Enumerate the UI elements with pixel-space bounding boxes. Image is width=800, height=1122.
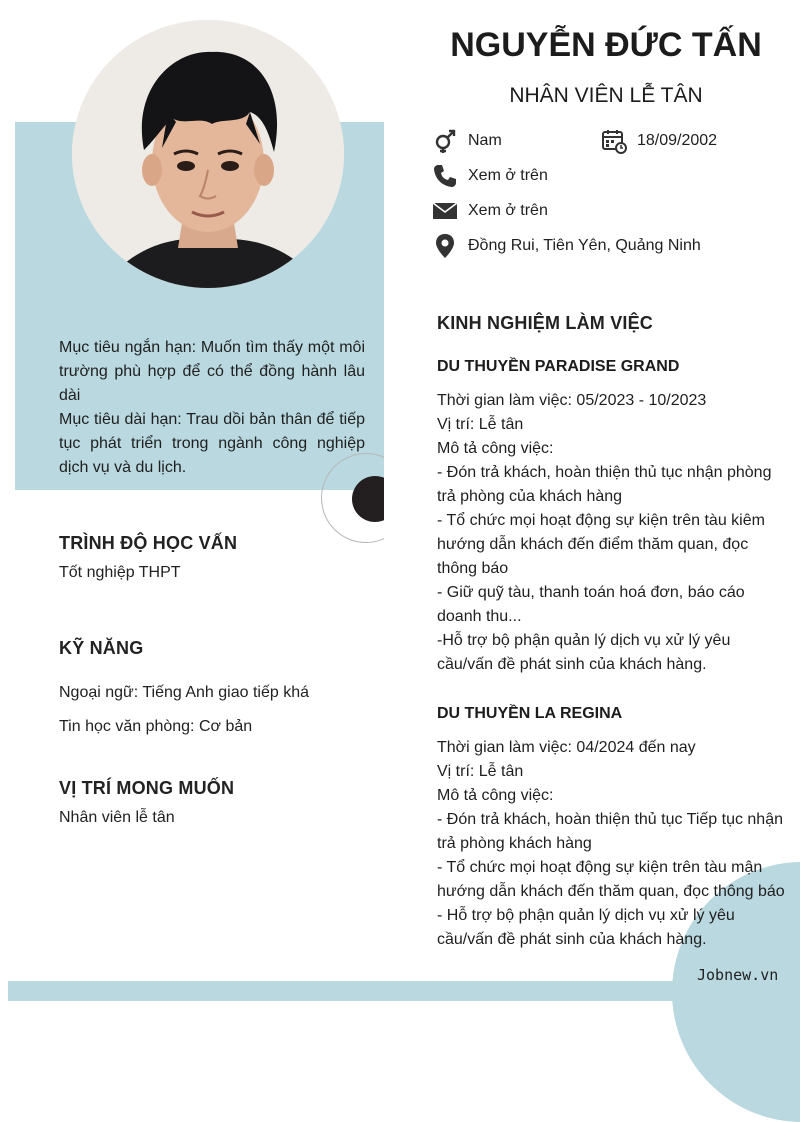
email-row	[432, 198, 548, 224]
address-text: Đồng Rui, Tiên Yên, Quảng Ninh	[468, 237, 701, 254]
job-line: Vị trí: Lễ tân	[437, 416, 524, 433]
job-line: Mô tả công việc:	[437, 787, 554, 804]
calendar-icon	[601, 128, 627, 154]
decorative-mask	[384, 440, 424, 560]
profile-photo	[72, 20, 344, 288]
email-text: Xem ở trên	[468, 202, 548, 219]
job-line: Mô tả công việc:	[437, 440, 554, 457]
envelope-icon	[432, 198, 458, 224]
job-line: - Giữ quỹ tàu, thanh toán hoá đơn, báo cáo doanh thu...	[437, 584, 745, 625]
desired-position-text: Nhân viên lễ tân	[59, 809, 175, 826]
education-text: Tốt nghiệp THPT	[59, 564, 181, 581]
profile-photo-drawing	[72, 20, 344, 288]
job-line: - Tổ chức mọi hoạt động sự kiện trên tàu mận hướng dẫn khách đến thăm quan, đọc thông báo	[437, 859, 785, 900]
gender-row	[432, 128, 502, 154]
job-line: - Đón trả khách, hoàn thiện thủ tục Tiếp tục nhận trả phòng khách hàng	[437, 811, 783, 852]
career-objective	[59, 336, 365, 480]
job-company: DU THUYỀN LA REGINA	[437, 705, 623, 722]
gender-text: Nam	[468, 132, 502, 149]
candidate-role: NHÂN VIÊN LỄ TÂN	[509, 84, 703, 107]
bottom-bar	[8, 981, 800, 1001]
job-details	[437, 736, 787, 952]
education-title: TRÌNH ĐỘ HỌC VẤN	[59, 533, 238, 553]
job-line: Vị trí: Lễ tân	[437, 763, 524, 780]
birthdate-row	[601, 128, 717, 154]
experience-title: KINH NGHIỆM LÀM VIỆC	[437, 313, 654, 333]
job-company: DU THUYỀN PARADISE GRAND	[437, 358, 680, 375]
job-line: -Hỗ trợ bộ phận quản lý dịch vụ xử lý yêu cầu/vấn đề phát sinh của khách hàng.	[437, 632, 731, 673]
location-pin-icon	[432, 233, 458, 259]
skills-title: KỸ NĂNG	[59, 638, 144, 658]
watermark: Jobnew.vn	[697, 966, 779, 984]
phone-icon	[432, 163, 458, 189]
job-line: Thời gian làm việc: 05/2023 - 10/2023	[437, 392, 707, 409]
skill-item: Ngoại ngữ: Tiếng Anh giao tiếp khá	[59, 684, 309, 701]
long-term-objective: Mục tiêu dài hạn: Trau dồi bản thân để tiếp tục phát triển trong ngành công nghiệp dịch vụ và du lịch.	[59, 411, 365, 476]
birthdate-text: 18/09/2002	[637, 132, 718, 149]
phone-text: Xem ở trên	[468, 167, 548, 184]
address-row	[432, 233, 701, 259]
job-line: - Tổ chức mọi hoạt động sự kiện trên tàu kiêm hướng dẫn khách đến điểm thăm quan, đọc thông báo	[437, 512, 765, 577]
gender-icon	[432, 128, 458, 154]
desired-position-title: VỊ TRÍ MONG MUỐN	[59, 778, 235, 798]
candidate-name: NGUYỄN ĐỨC TẤN	[450, 26, 762, 64]
job-line: Thời gian làm việc: 04/2024 đến nay	[437, 739, 696, 756]
phone-row	[432, 163, 548, 189]
short-term-objective: Mục tiêu ngắn hạn: Muốn tìm thấy một môi trường phù hợp để có thể đồng hành lâu dài	[59, 339, 365, 404]
job-details	[437, 389, 787, 677]
job-line: - Đón trả khách, hoàn thiện thủ tục nhận phòng trả phòng của khách hàng	[437, 464, 772, 505]
skill-item: Tin học văn phòng: Cơ bản	[59, 718, 253, 735]
job-line: - Hỗ trợ bộ phận quản lý dịch vụ xử lý yêu cầu/vấn đề phát sinh của khách hàng.	[437, 907, 735, 948]
